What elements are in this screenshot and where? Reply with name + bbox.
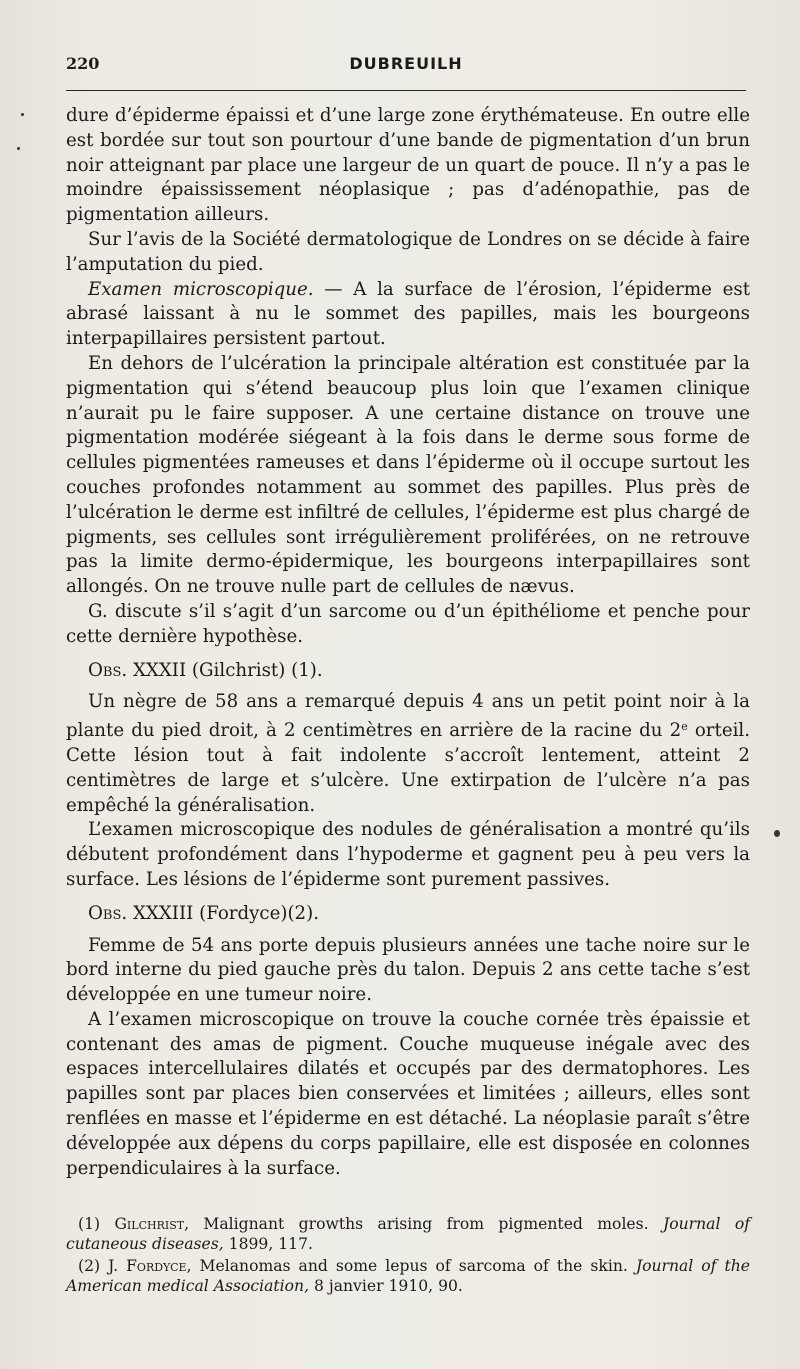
page-header — [66, 52, 746, 76]
paragraph: A l’examen microscopique on trouve la couche cornée très épaissie et contenant des amas de pigment. Couche muqueuse inégale avec des espaces intercellulaires dilatés et occupés par des dermatophores. Les papilles sont par places bien conservées et limitées ; ailleurs, elles sont renflées en masse et l’épiderme en est détaché. La néoplasie paraît s’être développée aux dépens du corps papillaire, elle est disposée en colonnes perpendiculaires à la surface. — [66, 1008, 750, 1179]
paragraph-text: — A la surface de l’érosion, l’épiderme est abrasé laissant à nu le sommet des papilles, mais les bourgeons interpapillaires persistent partout. — [66, 278, 750, 350]
footnote-author: Gilchrist — [114, 1215, 185, 1233]
ink-speck — [17, 147, 20, 150]
superscript: e — [681, 720, 688, 734]
observation-heading — [66, 659, 750, 684]
ink-speck — [21, 113, 24, 116]
footnote-number: (1) — [78, 1215, 115, 1233]
footnote-number: (2) J. — [78, 1257, 127, 1275]
obs-label: Obs. — [88, 902, 128, 924]
footnote-journal: Journal of cutaneous diseases, — [66, 1215, 750, 1253]
paragraph: En dehors de l’ulcération la principale altération est constituée par la pigmentation qui s’étend beaucoup plus loin que l’examen clinique n’aurait pu le faire supposer. A une certaine distance on trouve une pigmentation modérée siégeant à la fois dans le derme sous forme de cellules pigmentées rameuses et dans l’épiderme où il occupe surtout les couches profondes notamment au sommet des papilles. Plus près de l’ulcération le derme est infiltré de cellules, l’épiderme est plus chargé de pigments, ses cellules sont irrégulièrement proliférées, on ne retrouve pas la limite dermo-épidermique, les bourgeons interpapillaires sont allongés. On ne trouve nulle part de cellules de nævus. — [66, 352, 750, 598]
obs-label: Obs. — [88, 659, 128, 681]
footnote-author: Fordyce — [126, 1257, 187, 1275]
paragraph: Sur l’avis de la Société dermatologique de Londres on se décide à faire l’amputation du pied. — [66, 228, 750, 275]
footnotes — [66, 1214, 750, 1298]
footnote-text: , Malignant growths arising from pigmented moles. — [184, 1215, 663, 1233]
paragraph: G. discute s’il s’agit d’un sarcome ou d’un épithéliome et penche pour cette dernière hypothèse. — [66, 600, 750, 647]
observation-heading — [66, 902, 750, 927]
paragraph: dure d’épiderme épaissi et d’une large zone érythémateuse. En outre elle est bordée sur tout son pourtour d’une bande de pigmentation d’un brun noir atteignant par place une largeur de un quart de pouce. Il n’y a pas le moindre épaississement néoplasique ; pas d’adénopathie, pas de pigmentation ailleurs. — [66, 105, 750, 226]
footnote-text: , Melanomas and some lepus of sarcoma of the skin. — [186, 1257, 636, 1275]
paragraph — [66, 278, 750, 352]
paragraph: Femme de 54 ans porte depuis plusieurs années une tache noire sur le bord interne du pied gauche près du talon. Depuis 2 ans cette tache s’est développée en une tumeur noire. — [66, 934, 750, 1006]
section-label: Examen microscopique. — [88, 278, 314, 300]
main-text — [66, 104, 750, 1181]
obs-title: XXXII (Gilchrist) (1). — [127, 659, 323, 681]
header-rule — [66, 90, 746, 91]
page-number: 220 — [66, 54, 100, 73]
ink-speck — [774, 830, 780, 837]
paragraph-text: Un nègre de 58 ans a remarqué depuis 4 ans un petit point noir à la plante du pied droit, à 2 centimètres en arrière de la racine du 2 — [66, 691, 750, 742]
footnote-journal: Journal of the American medical Association, — [66, 1257, 751, 1295]
footnote — [66, 1256, 750, 1296]
footnote-reference: 1899, 117. — [223, 1235, 313, 1253]
running-head: DUBREUILH — [349, 54, 463, 73]
paragraph: L’examen microscopique des nodules de généralisation a montré qu’ils débutent profondément dans l’hypoderme et gagnent peu à peu vers la surface. Les lésions de l’épiderme sont purement passives. — [66, 819, 750, 890]
footnote-reference: 8 janvier 1910, 90. — [309, 1277, 463, 1295]
paragraph — [66, 690, 750, 818]
paragraph-text: orteil. Cette lésion tout à fait indolente s’accroît lentement, atteint 2 centimètres de large et s’ulcère. Une extirpation de l’ulcère n’a pas empêché la généralisation. — [66, 720, 750, 816]
footnote — [66, 1214, 750, 1254]
obs-title: XXXIII (Fordyce)(2). — [127, 902, 319, 924]
